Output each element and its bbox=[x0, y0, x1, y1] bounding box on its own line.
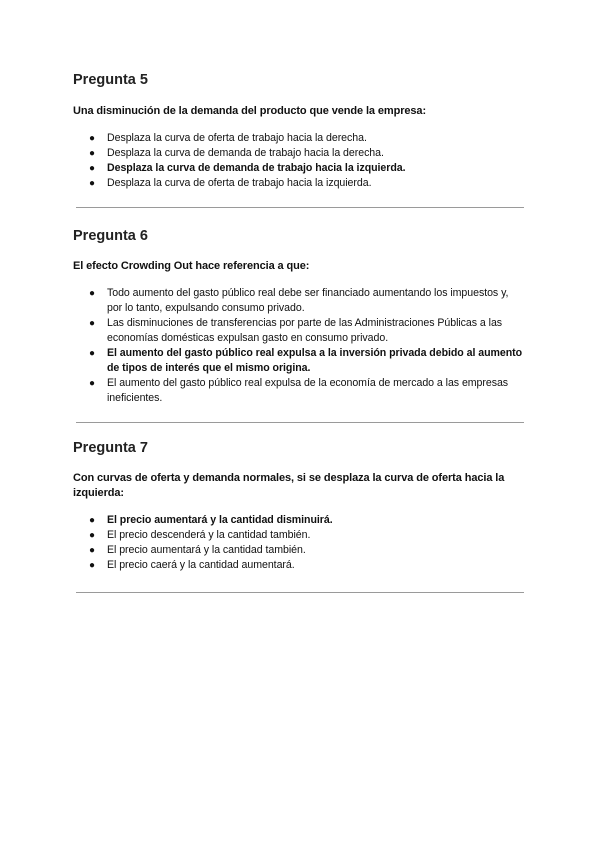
option-text: El precio aumentará y la cantidad también. bbox=[107, 544, 306, 556]
question-7 bbox=[73, 440, 525, 573]
option-text: El precio descenderá y la cantidad también. bbox=[107, 529, 311, 541]
bullet-icon: ● bbox=[89, 530, 95, 541]
section-divider bbox=[76, 207, 524, 208]
bullet-icon: ● bbox=[89, 318, 95, 329]
bullet-icon: ● bbox=[89, 348, 95, 359]
options-list bbox=[73, 131, 525, 191]
option-item bbox=[73, 146, 525, 161]
section-divider bbox=[76, 422, 524, 423]
options-list bbox=[73, 513, 525, 573]
option-item bbox=[73, 376, 525, 406]
question-stem: El efecto Crowding Out hace referencia a que: bbox=[73, 260, 310, 272]
option-item bbox=[73, 558, 525, 573]
option-item-correct bbox=[73, 513, 525, 528]
option-text: El aumento del gasto público real expulsa de la economía de mercado a las empresas ineficientes. bbox=[107, 377, 509, 404]
option-item bbox=[73, 528, 525, 543]
option-item bbox=[73, 543, 525, 558]
option-text: Todo aumento del gasto público real debe ser financiado aumentando los impuestos y, por lo tanto, expulsando consumo privado. bbox=[107, 287, 509, 314]
option-item bbox=[73, 286, 525, 316]
question-stem: Una disminución de la demanda del producto que vende la empresa: bbox=[73, 105, 427, 117]
question-title: Pregunta 5 bbox=[73, 72, 148, 88]
bullet-icon: ● bbox=[89, 178, 95, 189]
bullet-icon: ● bbox=[89, 515, 95, 526]
bullet-icon: ● bbox=[89, 133, 95, 144]
question-5 bbox=[73, 72, 525, 191]
question-title: Pregunta 6 bbox=[73, 228, 148, 244]
bullet-icon: ● bbox=[89, 560, 95, 571]
option-text: El aumento del gasto público real expulsa a la inversión privada debido al aumento de tipos de interés que el mismo origina. bbox=[107, 347, 523, 374]
option-text: Desplaza la curva de oferta de trabajo hacia la derecha. bbox=[107, 132, 367, 144]
option-item bbox=[73, 131, 525, 146]
option-text: Desplaza la curva de oferta de trabajo hacia la izquierda. bbox=[107, 177, 372, 189]
bullet-icon: ● bbox=[89, 378, 95, 389]
question-title: Pregunta 7 bbox=[73, 440, 148, 456]
bullet-icon: ● bbox=[89, 148, 95, 159]
bullet-icon: ● bbox=[89, 545, 95, 556]
options-list bbox=[73, 286, 525, 406]
option-text: Desplaza la curva de demanda de trabajo hacia la izquierda. bbox=[107, 162, 406, 174]
option-item bbox=[73, 316, 525, 346]
bullet-icon: ● bbox=[89, 163, 95, 174]
option-text: El precio caerá y la cantidad aumentará. bbox=[107, 559, 295, 571]
option-text: El precio aumentará y la cantidad disminuirá. bbox=[107, 514, 333, 526]
option-item-correct bbox=[73, 161, 525, 176]
option-item bbox=[73, 176, 525, 191]
bullet-icon: ● bbox=[89, 288, 95, 299]
option-text: Las disminuciones de transferencias por parte de las Administraciones Públicas a las economías domésticas expulsan gasto en consumo privado. bbox=[107, 317, 503, 344]
question-6 bbox=[73, 228, 525, 406]
section-divider bbox=[76, 592, 524, 593]
question-stem: Con curvas de oferta y demanda normales, si se desplaza la curva de oferta hacia la izquierda: bbox=[73, 472, 505, 499]
option-item-correct bbox=[73, 346, 525, 376]
option-text: Desplaza la curva de demanda de trabajo hacia la derecha. bbox=[107, 147, 384, 159]
